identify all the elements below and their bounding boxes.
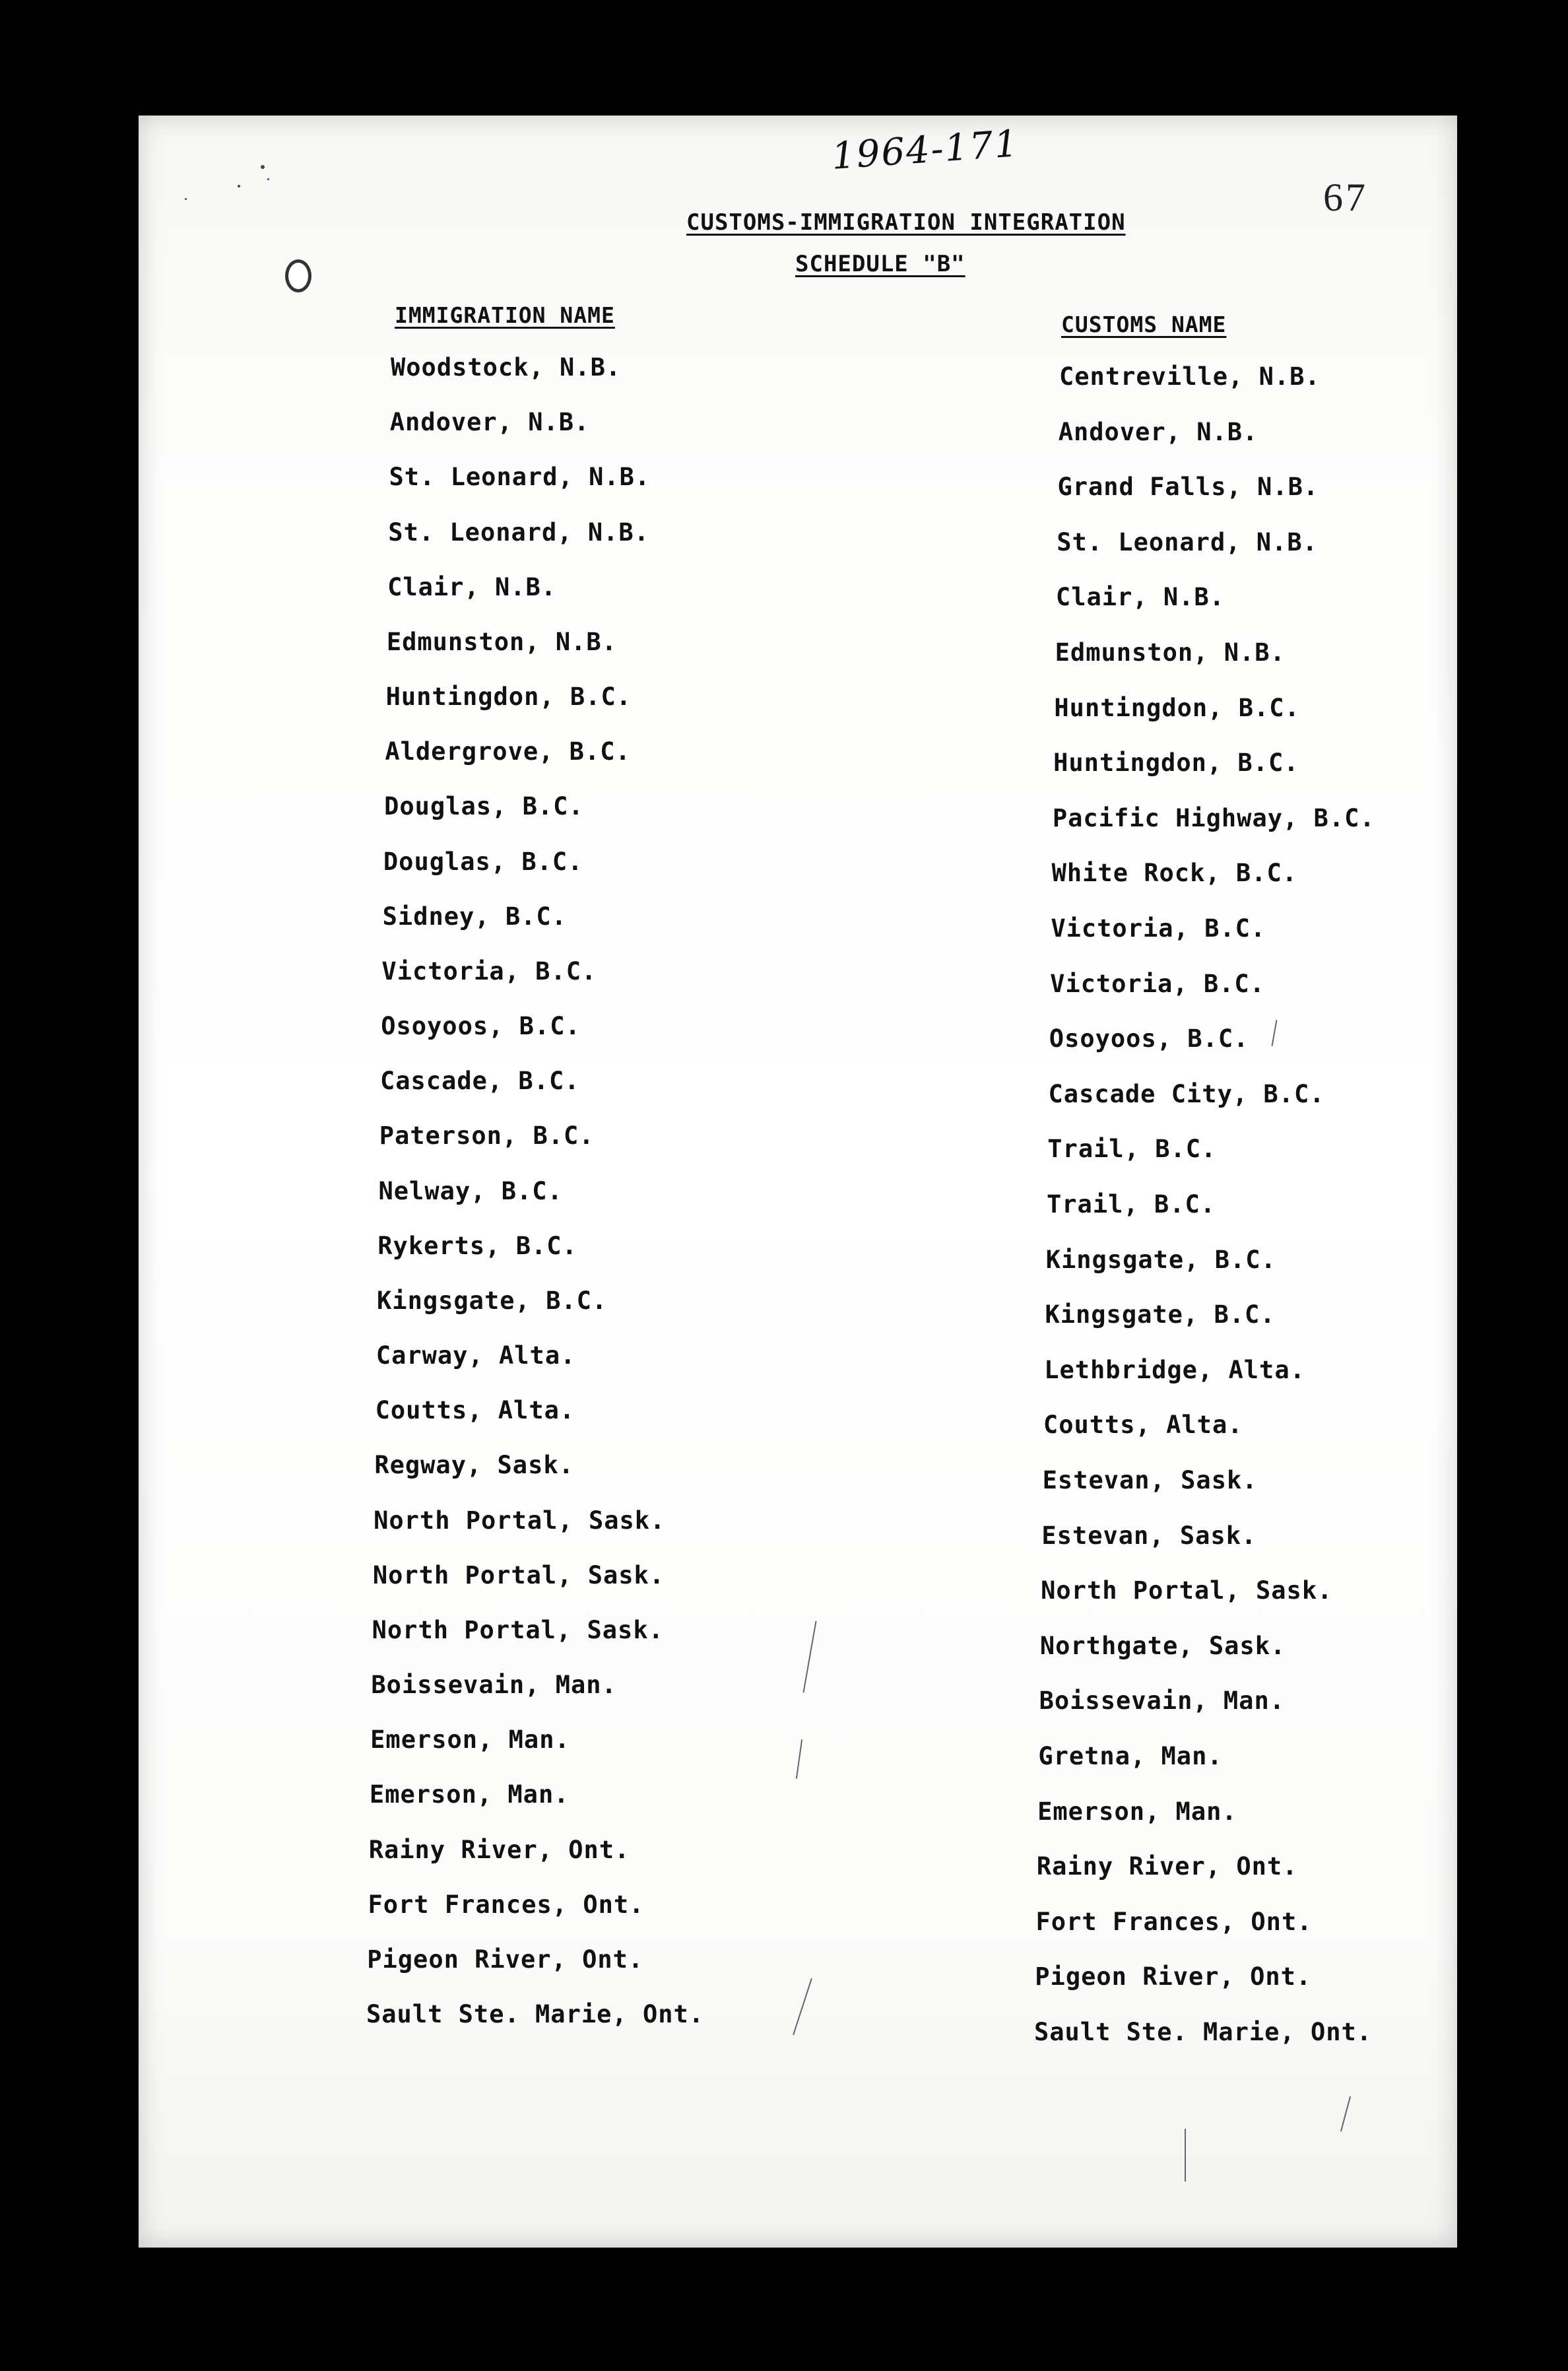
- immigration-name-cell: Sidney, B.C.: [382, 902, 567, 931]
- immigration-name-cell: St. Leonard, N.B.: [389, 463, 651, 492]
- handwritten-reference: 1964-171: [830, 122, 1021, 178]
- immigration-name-cell: Douglas, B.C.: [383, 847, 583, 876]
- scratch-mark: [1340, 2096, 1351, 2132]
- immigration-name-cell: St. Leonard, N.B.: [388, 518, 649, 547]
- customs-name-cell: Boissevain, Man.: [1039, 1686, 1286, 1716]
- immigration-name-cell: Nelway, B.C.: [378, 1176, 563, 1205]
- immigration-name-cell: Cascade, B.C.: [379, 1067, 580, 1096]
- page-number: 67: [1323, 176, 1368, 219]
- ink-speck: [261, 165, 265, 169]
- immigration-name-cell: Emerson, Man.: [370, 1725, 570, 1754]
- customs-name-cell: St. Leonard, N.B.: [1057, 527, 1318, 556]
- customs-name-cell: Gretna, Man.: [1038, 1742, 1223, 1770]
- immigration-name-cell: Emerson, Man.: [369, 1780, 570, 1809]
- customs-name-cell: Fort Frances, Ont.: [1035, 1907, 1313, 1936]
- customs-name-cell: Coutts, Alta.: [1043, 1411, 1243, 1440]
- ink-speck: [238, 185, 240, 187]
- immigration-name-cell: Regway, Sask.: [374, 1451, 574, 1480]
- customs-name-cell: Andover, N.B.: [1058, 417, 1258, 446]
- customs-name-cell: Huntingdon, B.C.: [1054, 693, 1300, 722]
- customs-name-cell: Emerson, Man.: [1037, 1797, 1237, 1826]
- immigration-name-cell: Kingsgate, B.C.: [377, 1286, 608, 1315]
- immigration-name-cell: Victoria, B.C.: [381, 956, 597, 985]
- document-subtitle: SCHEDULE "B": [795, 251, 965, 277]
- customs-name-cell: Pacific Highway, B.C.: [1052, 803, 1375, 832]
- customs-name-cell: Victoria, B.C.: [1051, 914, 1266, 943]
- scratch-mark: [802, 1621, 816, 1693]
- customs-name-cell: Grand Falls, N.B.: [1057, 473, 1319, 502]
- immigration-name-cell: Osoyoos, B.C.: [381, 1012, 581, 1040]
- immigration-name-cell: Sault Ste. Marie, Ont.: [366, 2000, 705, 2028]
- customs-name-cell: Kingsgate, B.C.: [1045, 1300, 1276, 1329]
- immigration-name-cell: Pigeon River, Ont.: [367, 1945, 644, 1974]
- immigration-name-cell: Carway, Alta.: [376, 1341, 576, 1370]
- ink-speck: [267, 178, 269, 180]
- customs-name-cell: Clair, N.B.: [1055, 583, 1225, 612]
- immigration-name-header: IMMIGRATION NAME: [395, 302, 615, 328]
- customs-name-cell: Estevan, Sask.: [1041, 1521, 1257, 1550]
- immigration-name-cell: Rykerts, B.C.: [377, 1231, 577, 1260]
- customs-name-header: CUSTOMS NAME: [1061, 312, 1227, 337]
- immigration-name-cell: Rainy River, Ont.: [368, 1835, 630, 1864]
- immigration-name-cell: Clair, N.B.: [387, 572, 557, 601]
- customs-name-cell: Cascade City, B.C.: [1048, 1079, 1325, 1108]
- punch-hole: [285, 259, 311, 292]
- immigration-name-cell: Boissevain, Man.: [371, 1671, 617, 1699]
- scratch-mark: [796, 1739, 802, 1779]
- customs-name-cell: Lethbridge, Alta.: [1044, 1355, 1305, 1384]
- customs-name-cell: Pigeon River, Ont.: [1035, 1962, 1312, 1991]
- immigration-name-cell: Huntingdon, B.C.: [385, 683, 632, 711]
- immigration-name-cell: Aldergrove, B.C.: [385, 737, 631, 766]
- customs-name-cell: Sault Ste. Marie, Ont.: [1034, 2018, 1373, 2046]
- customs-name-cell: Kingsgate, B.C.: [1045, 1245, 1276, 1274]
- customs-name-cell: Victoria, B.C.: [1050, 969, 1265, 998]
- document-title: CUSTOMS-IMMIGRATION INTEGRATION: [686, 209, 1126, 236]
- immigration-name-cell: Douglas, B.C.: [384, 792, 584, 821]
- document-page: [139, 116, 1457, 2248]
- customs-name-cell: Estevan, Sask.: [1042, 1466, 1258, 1494]
- immigration-name-cell: Fort Frances, Ont.: [368, 1890, 645, 1919]
- immigration-name-cell: North Portal, Sask.: [372, 1560, 665, 1589]
- customs-name-cell: Rainy River, Ont.: [1036, 1852, 1298, 1881]
- scratch-mark: [793, 1978, 812, 2035]
- customs-name-cell: Osoyoos, B.C.: [1049, 1024, 1249, 1053]
- scratch-mark: [1185, 2129, 1186, 2182]
- customs-name-cell: Northgate, Sask.: [1039, 1631, 1286, 1660]
- immigration-name-cell: Paterson, B.C.: [379, 1121, 595, 1151]
- customs-name-cell: White Rock, B.C.: [1051, 859, 1298, 888]
- customs-name-cell: Centreville, N.B.: [1059, 362, 1321, 391]
- scratch-mark: [1272, 1020, 1278, 1046]
- customs-name-cell: Trail, B.C.: [1047, 1190, 1216, 1219]
- customs-name-cell: North Portal, Sask.: [1041, 1576, 1333, 1605]
- immigration-name-cell: Edmunston, N.B.: [386, 627, 617, 656]
- immigration-name-cell: North Portal, Sask.: [374, 1506, 666, 1535]
- customs-name-cell: Edmunston, N.B.: [1055, 638, 1286, 667]
- immigration-name-cell: Andover, N.B.: [389, 408, 590, 437]
- ink-speck: [185, 198, 187, 200]
- immigration-name-cell: Coutts, Alta.: [375, 1396, 575, 1425]
- customs-name-cell: Huntingdon, B.C.: [1053, 749, 1299, 778]
- immigration-name-cell: North Portal, Sask.: [372, 1615, 664, 1644]
- customs-name-cell: Trail, B.C.: [1047, 1135, 1217, 1164]
- immigration-name-cell: Woodstock, N.B.: [391, 353, 622, 382]
